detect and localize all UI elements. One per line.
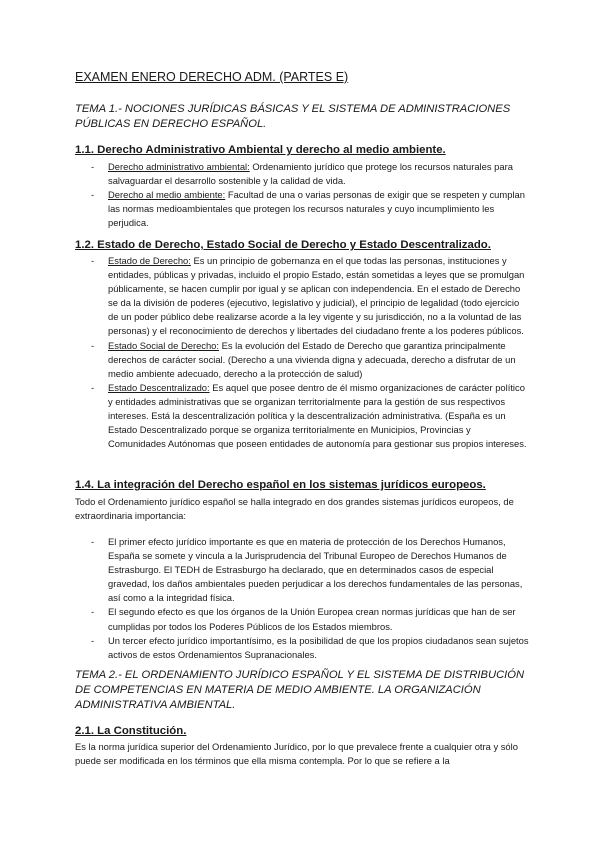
tema-2-heading: TEMA 2.- EL ORDENAMIENTO JURÍDICO ESPAÑOL Y EL SISTEMA DE DISTRIBUCIÓN DE COMPETENCIAS EN MATERIA DE MEDIO AMBIENTE. LA ORGANIZACIÓN ADMINISTRATIVA AMBIENTAL. — [75, 669, 525, 711]
section-2-1-heading: 2.1. La Constitución. — [75, 725, 187, 737]
tema-1-heading: TEMA 1.- NOCIONES JURÍDICAS BÁSICAS Y EL SISTEMA DE ADMINISTRACIONES PÚBLICAS EN DERECHO ESPAÑOL. — [75, 103, 511, 130]
term-label: Estado de Derecho: — [108, 255, 191, 266]
section-1-4-list — [75, 535, 530, 662]
section-1-1-list — [75, 160, 530, 230]
list-item — [75, 188, 530, 230]
section-1-4-heading: 1.4. La integración del Derecho español en los sistemas jurídicos europeos. — [75, 479, 486, 491]
bullet-dash: - — [91, 189, 95, 201]
list-item — [75, 605, 530, 633]
bullet-dash: - — [91, 606, 95, 618]
term-definition: Es un principio de gobernanza en el que todas las personas, instituciones y entidades, públicas y privadas, incluido el propio Estado, están sometidas a leyes que se promulgan públicamente, se hacen cumplir por igual y se aplican con independencia. En el estado de Derecho se da la división de poderes (ejecutivo, legislativo y judicial), el principio de legalidad (todo ejercicio de un poder público debe realizarse acorde a la ley vigente y su jurisdicción, no a la voluntad de las personas) y el reconocimiento de derechos y libertades del ciudadano frente a los poderes públicos. — [108, 255, 525, 337]
term-label: Derecho al medio ambiente: — [108, 189, 226, 201]
list-item-text: El segundo efecto es que los órganos de la Unión Europea crean normas jurídicas que han de ser cumplidas por todos los Poderes Públicos de los Estados miembros. — [108, 606, 516, 632]
list-item — [75, 381, 530, 451]
list-item-text: Un tercer efecto jurídico importantísimo, es la posibilidad de que los propios ciudadanos sean sujetos activos de estos Ordenamientos Supranacionales. — [108, 634, 529, 660]
bullet-dash: - — [91, 381, 95, 393]
bullet-dash: - — [91, 634, 95, 646]
term-label: Estado Social de Derecho: — [108, 339, 220, 351]
section-2-1-text: Es la norma jurídica superior del Ordenamiento Jurídico, por lo que prevalece frente a cualquier otra y sólo puede ser modificada en los términos que ella misma contempla. Por lo que se refiere a la — [75, 741, 518, 767]
term-definition: Es la evolución del Estado de Derecho que garantiza principalmente derechos de carácter social. (Derecho a una vivienda digna y adecuada, derecho a disfrutar de un medio ambiente adecuado, derecho a la protección de salud) — [108, 339, 516, 379]
list-item — [75, 254, 530, 339]
list-item — [75, 160, 530, 188]
bullet-dash: - — [91, 161, 95, 172]
section-1-4-intro: Todo el Ordenamiento jurídico español se halla integrado en dos grandes sistemas jurídicos europeos, de extraordinaria importancia: — [75, 496, 514, 522]
term-definition: Ordenamiento jurídico que protege los recursos naturales para salvaguardar el desarrollo sostenible y la calidad de vida. — [108, 161, 513, 187]
document-title: EXAMEN ENERO DERECHO ADM. (PARTES E) — [75, 70, 349, 84]
bullet-dash: - — [91, 339, 95, 351]
bullet-dash: - — [91, 255, 95, 266]
list-item — [75, 535, 530, 605]
term-label: Derecho administrativo ambiental: — [108, 161, 250, 172]
section-1-2-heading: 1.2. Estado de Derecho, Estado Social de Derecho y Estado Descentralizado. — [75, 239, 491, 251]
section-1-2-list — [75, 254, 530, 451]
term-label: Estado Descentralizado: — [108, 381, 210, 393]
term-definition: Facultad de una o varias personas de exigir que se respeten y cumplan las normas medioambientales que protegen los recursos naturales y cuyo incumplimiento les perjudica. — [108, 189, 525, 229]
list-item — [75, 339, 530, 381]
bullet-dash: - — [91, 536, 95, 547]
list-item-text: El primer efecto jurídico importante es que en materia de protección de los Derechos Humanos, España se somete y vincula a la Jurisprudencia del Tribunal Europeo de Derechos Humanos de Estrasburgo. El TEDH de Estrasburgo ha declarado, que en determinados casos de especial gravedad, los daños ambientales pueden perjudicar a los derechos fundamentales de las personas, así como a la integridad física. — [108, 536, 523, 604]
term-definition: Es aquel que posee dentro de él mismo organizaciones de carácter político y entidades administrativas que se organizan territorialmente para la gestión de sus respectivos intereses. Está la descentralización política y la descentralización administrativa. (España es un Estado Descentralizado porque se organiza territorialmente en Municipios, Provincias y Comunidades Autónomas que poseen entidades de autonomía para gestionar sus propios intereses. — [108, 381, 527, 450]
section-1-1-heading: 1.1. Derecho Administrativo Ambiental y derecho al medio ambiente. — [75, 144, 446, 156]
list-item — [75, 634, 530, 662]
